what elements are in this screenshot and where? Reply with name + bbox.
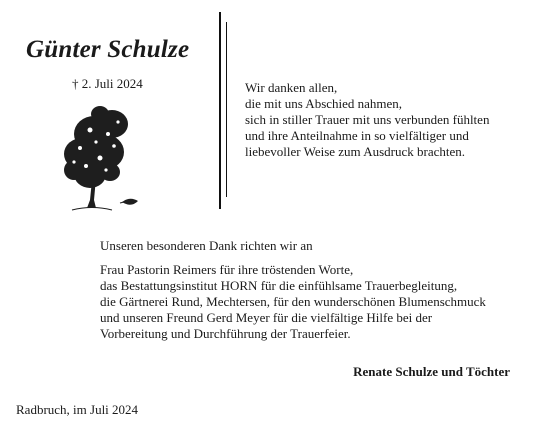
thanks-line: Wir danken allen, bbox=[245, 80, 338, 95]
acknowledgement-line: und unseren Freund Gerd Meyer für die vielfältige Hilfe bei der bbox=[100, 310, 433, 325]
acknowledgements-text bbox=[100, 262, 486, 342]
acknowledgement-line: das Bestattungsinstitut HORN für die einfühlsame Trauerbegleitung, bbox=[100, 278, 458, 293]
death-date: † 2. Juli 2024 bbox=[72, 76, 143, 91]
acknowledgement-line: Vorbereitung und Durchführung der Trauerfeier. bbox=[100, 326, 351, 341]
thanks-line: sich in stiller Trauer mit uns verbunden fühlten bbox=[245, 112, 490, 127]
signature: Renate Schulze und Töchter bbox=[353, 364, 510, 379]
acknowledgement-line: Frau Pastorin Reimers für ihre tröstenden Worte, bbox=[100, 262, 354, 277]
vertical-rule-thin bbox=[226, 22, 227, 197]
special-thanks-heading: Unseren besonderen Dank richten wir an bbox=[100, 238, 313, 253]
place-and-date: Radbruch, im Juli 2024 bbox=[16, 402, 139, 417]
deceased-name: Günter Schulze bbox=[26, 36, 190, 63]
acknowledgement-line: die Gärtnerei Rund, Mechtersen, für den wunderschönen Blumenschmuck bbox=[100, 294, 486, 309]
thanks-line: und ihre Anteilnahme in so vielfältiger und bbox=[245, 128, 469, 143]
vertical-rule-thick bbox=[219, 12, 221, 209]
thanks-line: die mit uns Abschied nahmen, bbox=[245, 96, 403, 111]
tree-illustration-icon bbox=[60, 104, 150, 220]
thanks-text bbox=[245, 80, 489, 160]
thanks-line: liebevoller Weise zum Ausdruck brachten. bbox=[245, 144, 466, 159]
